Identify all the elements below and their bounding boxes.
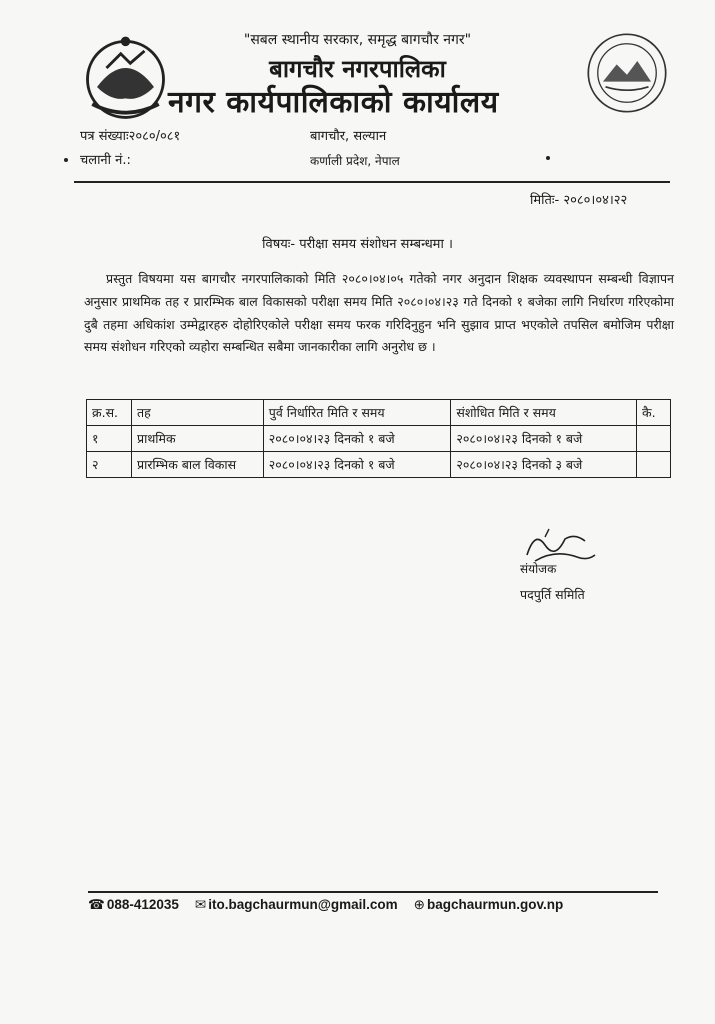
letter-number: पत्र संख्याः२०८०/०८१ bbox=[80, 129, 181, 144]
scan-mark bbox=[64, 158, 68, 162]
letter-date: मितिः- २०८०।०४।२२ bbox=[530, 193, 628, 208]
col-header: संशोधित मिति र समय bbox=[451, 400, 637, 426]
table-cell: प्राथमिक bbox=[131, 426, 263, 452]
phone-contact bbox=[88, 897, 179, 913]
address-line-2: कर्णाली प्रदेश, नेपाल bbox=[310, 154, 400, 168]
website-url[interactable]: bagchaurmun.gov.np bbox=[426, 897, 564, 912]
table-row bbox=[87, 426, 671, 452]
col-header: तह bbox=[131, 400, 263, 426]
table-header-row bbox=[87, 400, 671, 426]
table-cell: २०८०।०४।२३ दिनको १ बजे bbox=[451, 426, 637, 452]
slogan: "सबल स्थानीय सरकार, समृद्ध बागचौर नगर" bbox=[243, 32, 472, 48]
header-divider bbox=[74, 181, 670, 183]
office-name: नगर कार्यपालिकाको कार्यालय bbox=[168, 85, 499, 120]
dispatch-number: चलानी नं.: bbox=[80, 153, 131, 168]
phone-number: 088-412035 bbox=[106, 897, 179, 912]
mail-icon: ✉ bbox=[194, 897, 207, 912]
committee-name: पदपुर्ति समिति bbox=[520, 587, 585, 602]
contact-footer bbox=[88, 897, 668, 913]
table-cell: १ bbox=[87, 426, 132, 452]
table-cell: २०८०।०४।२३ दिनको ३ बजे bbox=[451, 452, 637, 478]
table-row bbox=[87, 452, 671, 478]
schedule-table bbox=[86, 399, 671, 478]
table-cell: २०८०।०४।२३ दिनको १ बजे bbox=[263, 452, 451, 478]
col-header: पुर्व निर्धारित मिति र समय bbox=[263, 400, 451, 426]
col-header: कै. bbox=[637, 400, 671, 426]
email-address[interactable]: ito.bagchaurmun@gmail.com bbox=[208, 897, 398, 912]
municipality-name: बागचौर नगरपालिका bbox=[269, 55, 446, 83]
letter-body: प्रस्तुत विषयमा यस बागचौर नगरपालिकाको मिति २०८०।०४।०५ गतेको नगर अनुदान शिक्षक व्यवस्थापन सम्बन्धी विज्ञापन अनुसार प्राथमिक तह र प्रारम्भिक बाल विकासको परीक्षा समय मिति २०८०।०४।२३ गते दिनको १ बजेका लागि निर्धारण गरिएकोमा दुबै तहमा अधिकांश उम्मेद्वारहरु दोहोरिएकोले परीक्षा समय फरक गरिदिनुहुन भनि सुझाव प्राप्त भएकोले तपसिल बमोजिम परीक्षा समय संशोधन गरिएको व्यहोरा सम्बन्धित सबैमा जानकारीका लागि अनुरोध छ । bbox=[84, 271, 674, 355]
table-cell bbox=[637, 426, 671, 452]
col-header: क्र.स. bbox=[87, 400, 132, 426]
table-cell: प्रारम्भिक बाल विकास bbox=[131, 452, 263, 478]
phone-icon: ☎ bbox=[88, 897, 105, 912]
email-contact[interactable] bbox=[195, 897, 398, 913]
table-cell: २०८०।०४।२३ दिनको १ बजे bbox=[263, 426, 451, 452]
subject-line: विषयः- परीक्षा समय संशोधन सम्बन्धमा । bbox=[262, 237, 453, 252]
signatory-role: संयोजक bbox=[520, 562, 557, 576]
footer-divider bbox=[88, 891, 658, 893]
table-cell bbox=[637, 452, 671, 478]
address-line-1: बागचौर, सल्यान bbox=[310, 129, 387, 144]
globe-icon: ⊕ bbox=[413, 897, 425, 912]
scan-mark bbox=[546, 156, 550, 160]
table-cell: २ bbox=[87, 452, 132, 478]
web-contact[interactable] bbox=[414, 897, 564, 913]
